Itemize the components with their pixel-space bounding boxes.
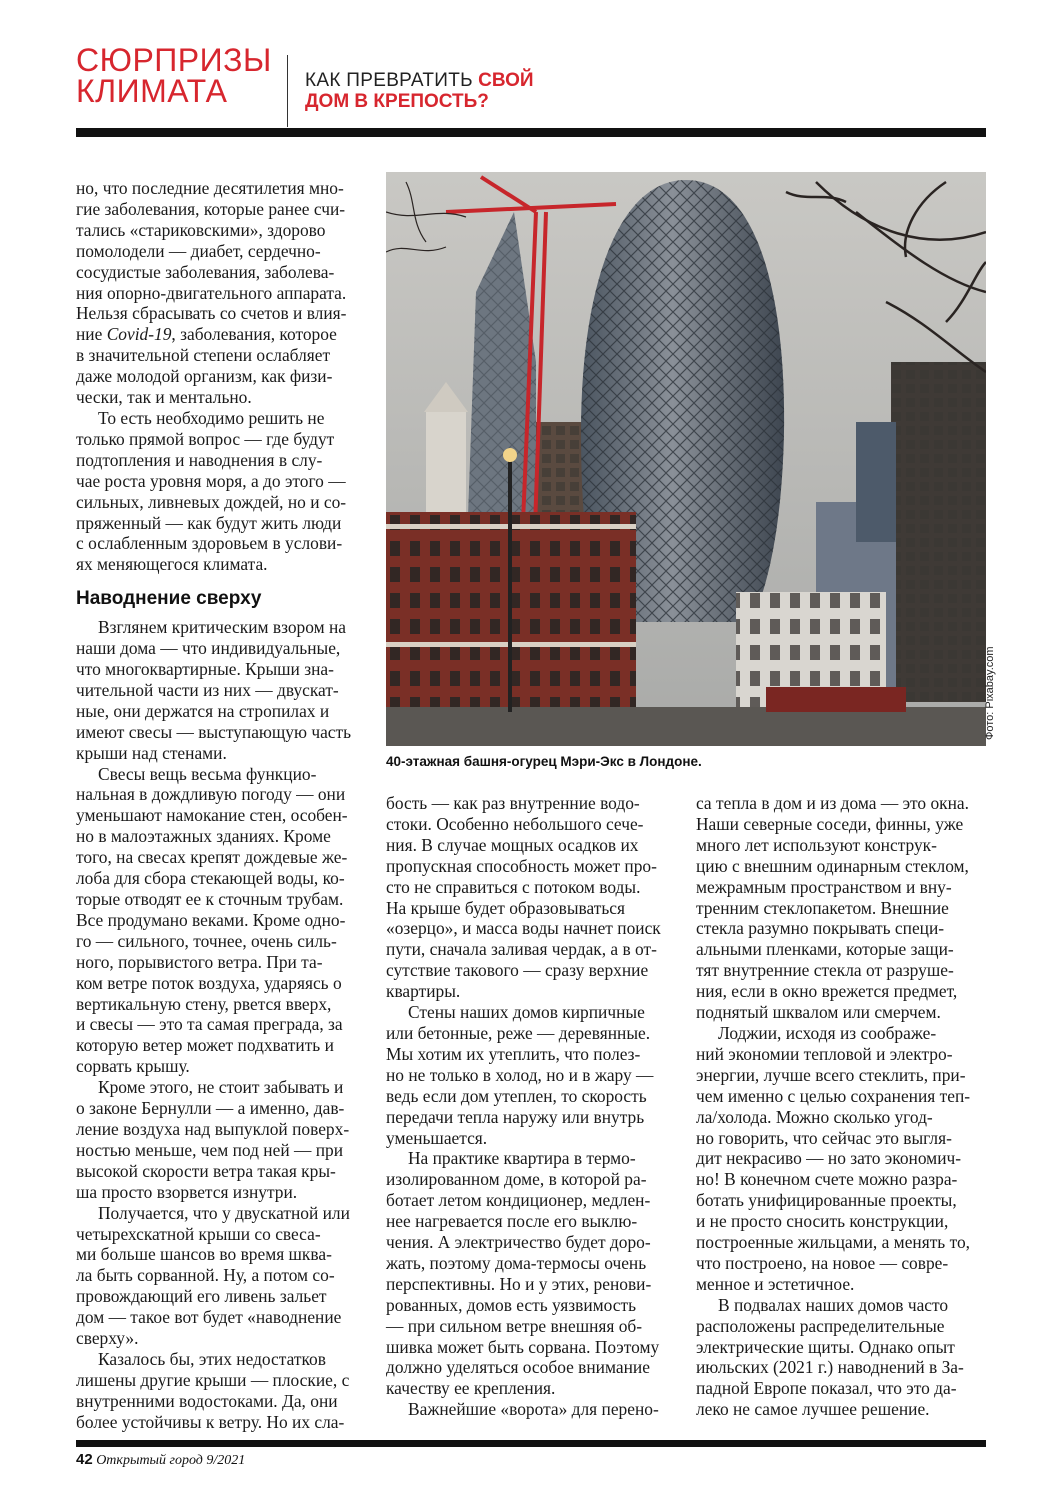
text-line: бость — как раз внутренние водо-: [386, 793, 640, 813]
text-line: ний экономии тепловой и электро-: [696, 1043, 953, 1064]
text-line: должно уделяться особое внимание: [386, 1357, 650, 1378]
text-line: Нельзя сбрасывать со счетов и влия-: [76, 303, 347, 324]
text-line: ные, они держатся на стропилах и: [76, 700, 330, 721]
text-line: ботает летом кондиционер, медлен-: [386, 1190, 651, 1211]
text-line: что построено, на новое — совре-: [696, 1252, 949, 1273]
text-line: расположены распределительные: [696, 1315, 945, 1336]
text-line: Важнейшие «ворота» для перено-: [408, 1399, 659, 1420]
text-column-3: [696, 793, 986, 1420]
text-line: сутствие такового — сразу верхние: [386, 960, 649, 981]
text-line: стоки. Особенно небольшого сече-: [386, 813, 644, 834]
paragraph: [696, 1023, 986, 1295]
text-line: пропускная способность может про-: [386, 855, 657, 876]
text-line: июльских (2021 г.) наводнений в За-: [696, 1357, 964, 1378]
text-line: в значительной степени ослабляет: [76, 345, 331, 366]
text-line: менное и эстетичное.: [696, 1273, 855, 1294]
paragraph: [76, 617, 366, 763]
paragraph: [76, 1077, 366, 1202]
text-line: сорвать крышу.: [76, 1056, 190, 1077]
text-line: рованных, домов есть уязвимость: [386, 1294, 637, 1315]
text-line: Лоджии, исходя из соображе-: [718, 1022, 937, 1043]
text-line: То есть необходимо решить не: [98, 407, 325, 428]
text-line: ведь если дом утеплен, то скорость: [386, 1085, 647, 1106]
text-line: подтопления и наводнения в слу-: [76, 449, 323, 470]
paragraph: [696, 1295, 986, 1420]
text-line: нее нагревается после его выклю-: [386, 1211, 638, 1232]
text-line: провождающий его ливень зальет: [76, 1286, 327, 1307]
text-line: и не просто сносить конструкции,: [696, 1211, 949, 1232]
text-fragment: ние: [76, 324, 107, 345]
text-line: чительной части из них — двускат-: [76, 679, 339, 700]
text-line: ша просто взорвется изнутри.: [76, 1181, 298, 1202]
text-line: падной Европе показал, что это да-: [696, 1378, 957, 1399]
text-line: тят внутренние стекла от разруше-: [696, 960, 954, 981]
text-line: квартиры.: [386, 981, 461, 1002]
paragraph: [76, 764, 366, 1078]
text-line: ния. В случае мощных осадков их: [386, 834, 639, 855]
text-line: ботать унифицированные проекты,: [696, 1190, 957, 1211]
text-line: Взглянем критическим взором на: [98, 617, 346, 638]
section-subheading: Наводнение сверху: [76, 588, 262, 610]
header-divider: [287, 55, 288, 127]
rubric-line: СЮРПРИЗЫ: [76, 42, 272, 78]
paragraph: [696, 793, 986, 1023]
paragraph: [76, 408, 366, 575]
text-line: но не только в холод, но и в жару —: [386, 1064, 654, 1085]
text-line: чения. А электричество будет доро-: [386, 1232, 651, 1253]
text-line: но говорить, что сейчас это выгля-: [696, 1127, 952, 1148]
paragraph: [386, 1002, 666, 1148]
headline-plain: КАК ПРЕВРАТИТЬ: [305, 70, 473, 91]
text-line: тренним стеклопакетом. Внешние: [696, 897, 949, 918]
text-line: лишены другие крыши — плоские, с: [76, 1369, 350, 1390]
article-headline: [305, 70, 534, 112]
text-line: даже молодой организм, как физи-: [76, 366, 333, 387]
text-line: сосудистые заболевания, заболева-: [76, 261, 335, 282]
text-line: На практике квартира в термо-: [408, 1148, 636, 1169]
headline-red: ДОМ В КРЕПОСТЬ?: [305, 91, 489, 112]
text-line: «озерцо», и масса воды начнет поиск: [386, 918, 661, 939]
gherkin-tower-photo: [386, 172, 986, 746]
header-rule: [76, 128, 986, 137]
page-number: 42: [76, 1451, 93, 1468]
paragraph: [76, 1349, 366, 1433]
text-line: ком ветре поток воздуха, ударяясь о: [76, 972, 342, 993]
text-line: ния опорно-двигательного аппарата.: [76, 282, 347, 303]
text-line: ностью меньше, чем под ней — при: [76, 1139, 344, 1160]
text-line: ми больше шансов во время шква-: [76, 1244, 332, 1265]
text-line: сверху».: [76, 1328, 139, 1349]
text-line: электрические щиты. Однако опыт: [696, 1336, 955, 1357]
text-line: передачи тепла наружу или внутрь: [386, 1106, 645, 1127]
text-line: наши дома — что индивидуальные,: [76, 638, 341, 659]
text-line: нальная в дождливую погоду — они: [76, 784, 346, 805]
paragraph: [386, 793, 666, 1002]
text-line: ния, если в окно врежется предмет,: [696, 981, 958, 1002]
section-rubric: [76, 42, 276, 109]
text-line: или бетонные, реже — деревянные.: [386, 1022, 651, 1043]
magazine-issue: Открытый город 9/2021: [96, 1453, 246, 1468]
text-line: высокой скорости ветра такая кры-: [76, 1160, 336, 1181]
text-line: Мы хотим их утеплить, что полез-: [386, 1043, 641, 1064]
footer-rule: [76, 1440, 986, 1447]
text-line: ях меняющегося климата.: [76, 554, 268, 575]
text-line: дит некрасиво — но зато экономич-: [696, 1148, 962, 1169]
text-line: жать, поэтому дома-термосы очень: [386, 1252, 647, 1273]
text-line: вертикальную стену, рвется вверх,: [76, 993, 332, 1014]
text-line: са тепла в дом и из дома — это окна.: [696, 793, 969, 813]
text-line: стекла разумно покрывать специ-: [696, 918, 945, 939]
text-line: Все продумано веками. Кроме одно-: [76, 909, 346, 930]
text-line: цию с внешним одинарным стеклом,: [696, 855, 969, 876]
text-line: шивка может быть сорвана. Поэтому: [386, 1336, 660, 1357]
headline-red: СВОЙ: [478, 70, 534, 91]
text-line: тались «стариковскими», здорово: [76, 219, 326, 240]
text-line: более устойчивы к ветру. Но их сла-: [76, 1411, 345, 1432]
paragraph: [76, 178, 366, 408]
text-line: альными пленками, которые защи-: [696, 939, 954, 960]
text-line: дом — такое вот будет «наводнение: [76, 1307, 342, 1328]
text-line: крыши над стенами.: [76, 742, 227, 763]
text-line: перспективны. Но и у этих, ренови-: [386, 1273, 652, 1294]
text-line: межрамным пространством и вну-: [696, 876, 952, 897]
photo-credit: Фото: Pixabay.com: [984, 646, 996, 740]
text-line: чае роста уровня моря, а до этого —: [76, 470, 346, 491]
text-line: энергии, лучше всего стеклить, при-: [696, 1064, 966, 1085]
text-line: — при сильном ветре внешняя об-: [386, 1315, 643, 1336]
text-line: помолодели — диабет, сердечно-: [76, 240, 321, 261]
paragraph: [386, 1148, 666, 1399]
text-line: гие заболевания, которые ранее счи-: [76, 198, 346, 219]
text-line: которую ветер может подхватить и: [76, 1035, 334, 1056]
text-line: Кроме этого, не стоит забывать и: [98, 1077, 344, 1098]
page-footer: [76, 1451, 245, 1469]
text-line: ла быть сорванной. Ну, а потом со-: [76, 1265, 335, 1286]
text-line: Свесы вещь весьма функцио-: [98, 763, 317, 784]
text-line: только прямой вопрос — где будут: [76, 428, 335, 449]
rubric-line: КЛИМАТА: [76, 73, 228, 109]
text-line: В подвалах наших домов часто: [718, 1294, 949, 1315]
text-line: того, на свесах крепят дождевые же-: [76, 847, 348, 868]
paragraph: [386, 1399, 666, 1420]
text-line: ного, порывистого ветра. При та-: [76, 951, 323, 972]
text-line: леко не самое лучшее решение.: [696, 1399, 930, 1420]
text-line: построенные жильцами, а менять то,: [696, 1232, 971, 1253]
text-line: чески, так и ментально.: [76, 387, 252, 408]
text-line: На крыше будет образовываться: [386, 897, 626, 918]
text-line: пути, сначала заливая чердак, а в от-: [386, 939, 657, 960]
text-line: четырехскатной крыши со свеса-: [76, 1223, 321, 1244]
text-line: сто не справиться с потоком воды.: [386, 876, 641, 897]
text-line: ла/холода. Можно сколько угод-: [696, 1106, 933, 1127]
text-line: ление воздуха над выпуклой поверх-: [76, 1118, 350, 1139]
text-line: Получается, что у двускатной или: [98, 1202, 350, 1223]
text-line: изолированном доме, в которой ра-: [386, 1169, 647, 1190]
text-line: лоба для сбора стекающей воды, ко-: [76, 868, 345, 889]
text-line: но, что последние десятилетия мно-: [76, 178, 344, 198]
text-fragment: , заболевания, которое: [171, 324, 337, 345]
text-line: много лет используют конструк-: [696, 834, 937, 855]
text-line: о законе Бернулли — а именно, дав-: [76, 1098, 345, 1119]
italic-term: Covid-19: [106, 324, 172, 345]
text-line: Стены наших домов кирпичные: [408, 1002, 645, 1023]
text-column-2: [386, 793, 666, 1420]
text-line: чем именно с целью сохранения теп-: [696, 1085, 971, 1106]
text-line: имеют свесы — выступающую часть: [76, 721, 352, 742]
photo-caption: 40-этажная башня-огурец Мэри-Экс в Лондоне.: [386, 754, 702, 769]
text-line: с ослабленным здоровьем в услови-: [76, 533, 343, 554]
text-column-1: [76, 178, 366, 1433]
text-line: пряженный — как будут жить люди: [76, 512, 342, 533]
text-line: но в малоэтажных зданиях. Кроме: [76, 826, 331, 847]
text-line: [76, 324, 337, 344]
text-line: го — сильного, точнее, очень силь-: [76, 930, 337, 951]
text-line: уменьшают намокание стен, особен-: [76, 805, 348, 826]
text-line: качеству ее крепления.: [386, 1378, 556, 1399]
paragraph: [76, 1203, 366, 1349]
text-line: торые отводят ее к сточным трубам.: [76, 889, 344, 909]
text-line: уменьшается.: [386, 1127, 488, 1148]
text-line: и свесы — это та самая преграда, за: [76, 1014, 343, 1035]
text-line: сильных, ливневых дождей, но и со-: [76, 491, 347, 512]
text-line: поднятый шквалом или смерчем.: [696, 1002, 941, 1023]
text-line: что многоквартирные. Крыши зна-: [76, 659, 334, 680]
text-line: Наши северные соседи, финны, уже: [696, 813, 964, 834]
text-line: но! В конечном счете можно разра-: [696, 1169, 958, 1190]
text-line: внутренними водостоками. Да, они: [76, 1390, 338, 1411]
text-line: Казалось бы, этих недостатков: [98, 1348, 326, 1369]
